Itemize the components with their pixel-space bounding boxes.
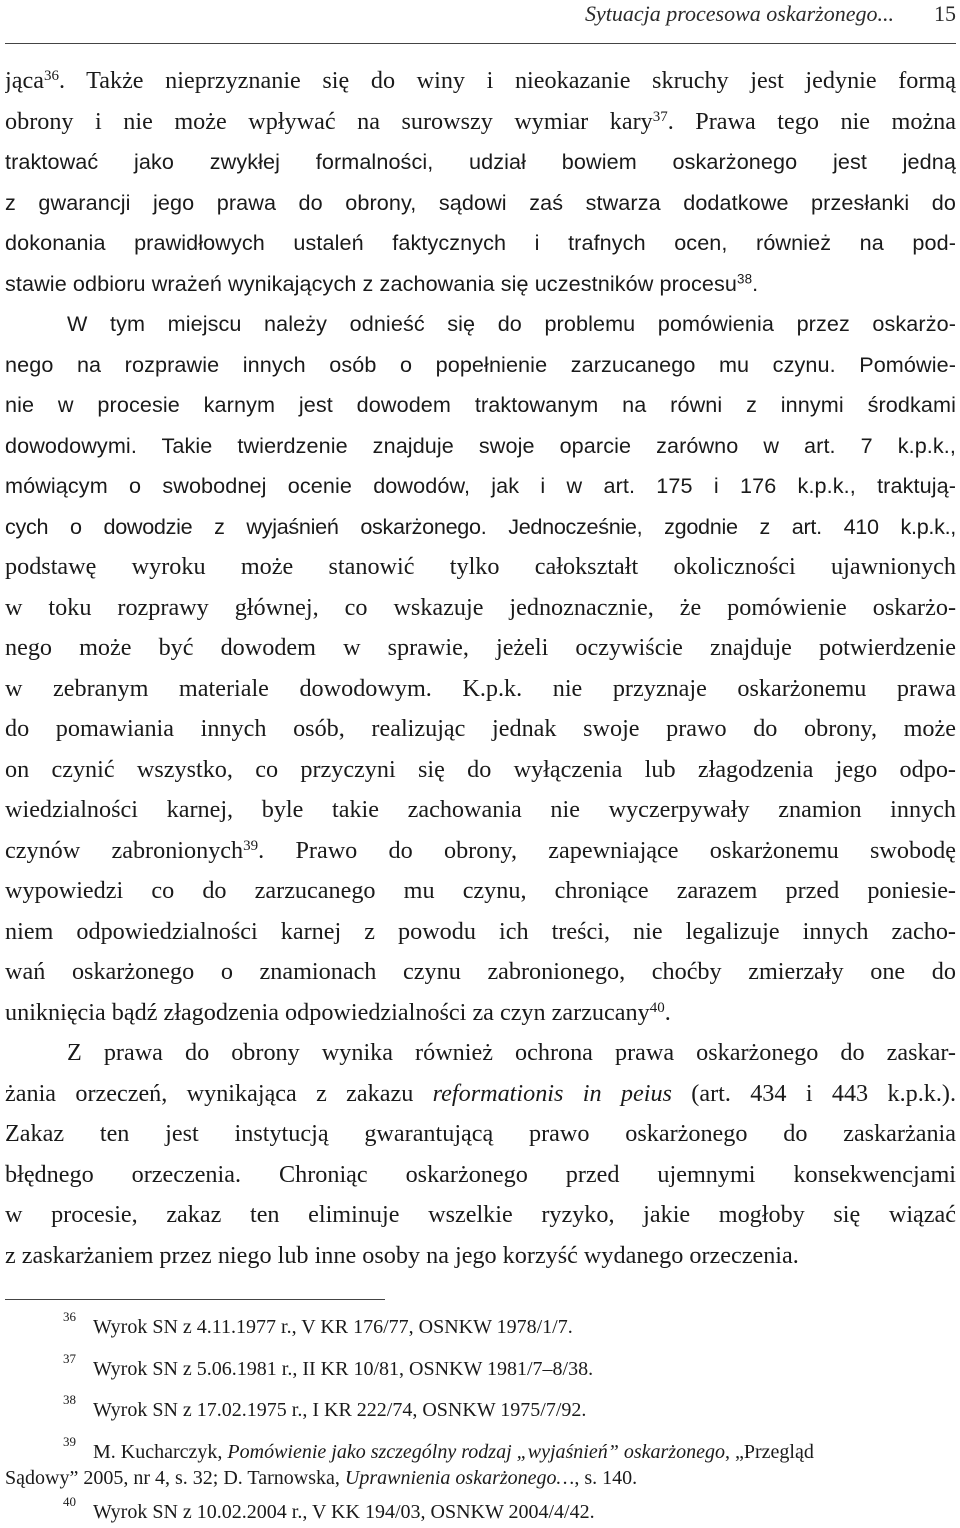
text-run: dowodowymi. Takie twierdzenie znajduje swoje oparcie zarówno w art. 7 k.p.k.,	[5, 432, 956, 458]
text-run: Sądowy” 2005, nr 4, s. 32; D. Tarnowska,	[5, 1467, 345, 1489]
text-line	[5, 466, 956, 507]
text-line	[5, 426, 956, 467]
italic-text: reformationis in peius	[432, 1079, 672, 1107]
text-run: mówiącym o swobodnej ocenie dowodów, jak i w art. 175 i 176 k.p.k., traktują-	[5, 473, 956, 498]
text-run: on czynić wszystko, co przyczyni się do wyłączenia lub złagodzenia jego odpo-	[5, 755, 956, 783]
footnote-reference: 36	[43, 67, 59, 84]
footnote-number: 38	[63, 1392, 76, 1407]
text-line	[5, 1074, 956, 1115]
text-line	[5, 223, 956, 264]
italic-text: Uprawnienia oskarżonego…	[344, 1467, 575, 1489]
text-run: wań oskarżonego o znamionach czynu zabronionego, choćby zmierzały one do	[5, 958, 956, 985]
header-rule	[5, 43, 956, 44]
text-run: jąca	[5, 67, 44, 94]
text-run: błędnego orzeczenia. Chroniąc oskarżonego przed ujemnymi konsekwencjami	[5, 1160, 956, 1188]
text-line	[5, 385, 956, 426]
text-run: nie w procesie karnym jest dowodem traktowanym na równi z innymi środkami	[5, 392, 956, 417]
footnote-text	[93, 1498, 595, 1526]
text-line	[5, 952, 956, 993]
text-line	[5, 628, 956, 669]
text-run: wypowiedzi co do zarzucanego mu czynu, chroniące zarazem przed poniesie-	[5, 877, 956, 904]
footnote-reference: 39	[243, 837, 259, 854]
text-run: nego może być dowodem w sprawie, jeżeli oczywiście znajduje potwierdzenie	[5, 634, 956, 661]
text-run: z zaskarżaniem przez niego lub inne osoby na jego korzyść wydanego orzeczenia.	[5, 1241, 799, 1269]
text-run: w procesie, zakaz ten eliminuje wszelkie ryzyko, jakie mogłoby się wiązać	[5, 1201, 956, 1228]
text-run: M. Kucharczyk,	[93, 1441, 228, 1463]
text-run: nego na rozprawie innych osób o popełnienie zarzucanego mu czynu. Pomówie-	[5, 351, 956, 377]
text-line	[5, 750, 956, 791]
text-line	[5, 304, 956, 345]
text-run: .	[752, 270, 759, 296]
text-line	[5, 1236, 956, 1277]
footnote-reference: 37	[652, 108, 668, 125]
text-line	[5, 993, 956, 1034]
text-run: . Prawa tego nie można	[667, 107, 956, 135]
page-number: 15	[934, 1, 956, 26]
text-run: wiedzialności karnej, byle takie zachowania nie wyczerpywały znamion innych	[5, 796, 956, 823]
text-run: Wyrok SN z 4.11.1977 r., V KR 176/77, OSNKW 1978/1/7.	[93, 1316, 573, 1338]
text-line	[5, 1195, 956, 1236]
text-run: czynów zabronionych	[5, 836, 244, 864]
text-run: .	[664, 998, 671, 1026]
text-line	[5, 1114, 956, 1155]
text-run: , s. 140.	[574, 1467, 638, 1489]
text-run: uniknięcia bądź złagodzenia odpowiedzialności za czyn zarzucany	[5, 998, 650, 1026]
text-line	[5, 61, 956, 102]
text-line	[5, 871, 956, 912]
footnote-number: 36	[63, 1309, 76, 1324]
text-run: z gwarancji jego prawa do obrony, sądowi zaś stwarza dodatkowe przesłanki do	[5, 189, 956, 215]
text-run: Wyrok SN z 10.02.2004 r., V KK 194/03, OSNKW 2004/4/42.	[93, 1501, 595, 1523]
footnote-number: 39	[63, 1434, 76, 1449]
text-run: Wyrok SN z 5.06.1981 r., II KR 10/81, OSNKW 1981/7–8/38.	[93, 1358, 594, 1380]
footnote-reference: 38	[737, 271, 753, 287]
text-line	[5, 1033, 956, 1074]
text-line	[5, 669, 956, 710]
footnote-text	[93, 1438, 814, 1466]
text-run: (art. 434 i 443 k.p.k.).	[671, 1079, 956, 1107]
text-run: podstawę wyroku może stanowić tylko całokształt okoliczności ujawnionych	[5, 553, 956, 580]
text-line	[5, 790, 956, 831]
footnote-rule	[5, 1299, 385, 1300]
text-line	[5, 507, 956, 548]
text-line	[5, 102, 956, 143]
footnote-number: 40	[63, 1494, 76, 1509]
text-line	[5, 1155, 956, 1196]
footnote-text	[93, 1313, 573, 1341]
text-run: . Także nieprzyznanie się do winy i nieokazanie skruchy jest jedynie formą	[58, 67, 956, 94]
text-line	[5, 912, 956, 953]
footnote-reference: 40	[649, 999, 665, 1016]
text-line	[5, 142, 956, 183]
running-title: Sytuacja procesowa oskarżonego...	[585, 1, 894, 26]
running-head	[0, 0, 956, 30]
text-run: obrony i nie może wpływać na surowszy wymiar kary	[5, 107, 653, 135]
text-run: niem odpowiedzialności karnej z powodu ich treści, nie legalizuje innych zacho-	[5, 917, 956, 945]
text-line	[5, 264, 956, 305]
text-run: żania orzeczeń, wynikająca z zakazu	[5, 1079, 433, 1107]
text-line	[5, 345, 956, 386]
text-line	[5, 588, 956, 629]
body-text	[5, 61, 956, 1276]
footnote-text	[93, 1396, 586, 1424]
text-run: stawie odbioru wrażeń wynikających z zachowania się uczestników procesu	[5, 270, 738, 296]
text-run: dokonania prawidłowych ustaleń faktycznych i trafnych ocen, również na pod-	[5, 230, 956, 255]
text-run: W tym miejscu należy odnieść się do problemu pomówienia przez oskarżo-	[67, 311, 956, 336]
text-line	[5, 709, 956, 750]
footnote-text-continued	[5, 1464, 637, 1492]
footnote-number: 37	[63, 1351, 76, 1366]
text-line	[5, 547, 956, 588]
text-run: do pomawiania innych osób, realizując jednak swoje prawo do obrony, może	[5, 715, 956, 742]
text-run: Wyrok SN z 17.02.1975 r., I KR 222/74, OSNKW 1975/7/92.	[93, 1399, 587, 1421]
text-run: Zakaz ten jest instytucją gwarantującą prawo oskarżonego do zaskarżania	[5, 1120, 956, 1147]
text-run: w toku rozprawy głównej, co wskazuje jednoznacznie, że pomówienie oskarżo-	[5, 593, 956, 621]
text-line	[5, 183, 956, 224]
text-run: Z prawa do obrony wynika również ochrona prawa oskarżonego do zaskar-	[67, 1039, 956, 1066]
footnote-text	[93, 1355, 593, 1383]
text-run: cych o dowodzie z wyjaśnień oskarżonego. Jednocześnie, zgodnie z art. 410 k.p.k.,	[5, 513, 956, 539]
italic-text: Pomówienie jako szczególny rodzaj „wyjaśnień” oskarżonego	[227, 1441, 725, 1463]
text-run: w zebranym materiale dowodowym. K.p.k. nie przyznaje oskarżonemu prawa	[5, 674, 956, 702]
text-run: . Prawo do obrony, zapewniające oskarżonemu swobodę	[258, 836, 956, 864]
text-run: traktować jako zwykłej formalności, udział bowiem oskarżonego jest jedną	[5, 149, 956, 174]
text-line	[5, 831, 956, 872]
text-run: , „Przegląd	[724, 1441, 814, 1463]
